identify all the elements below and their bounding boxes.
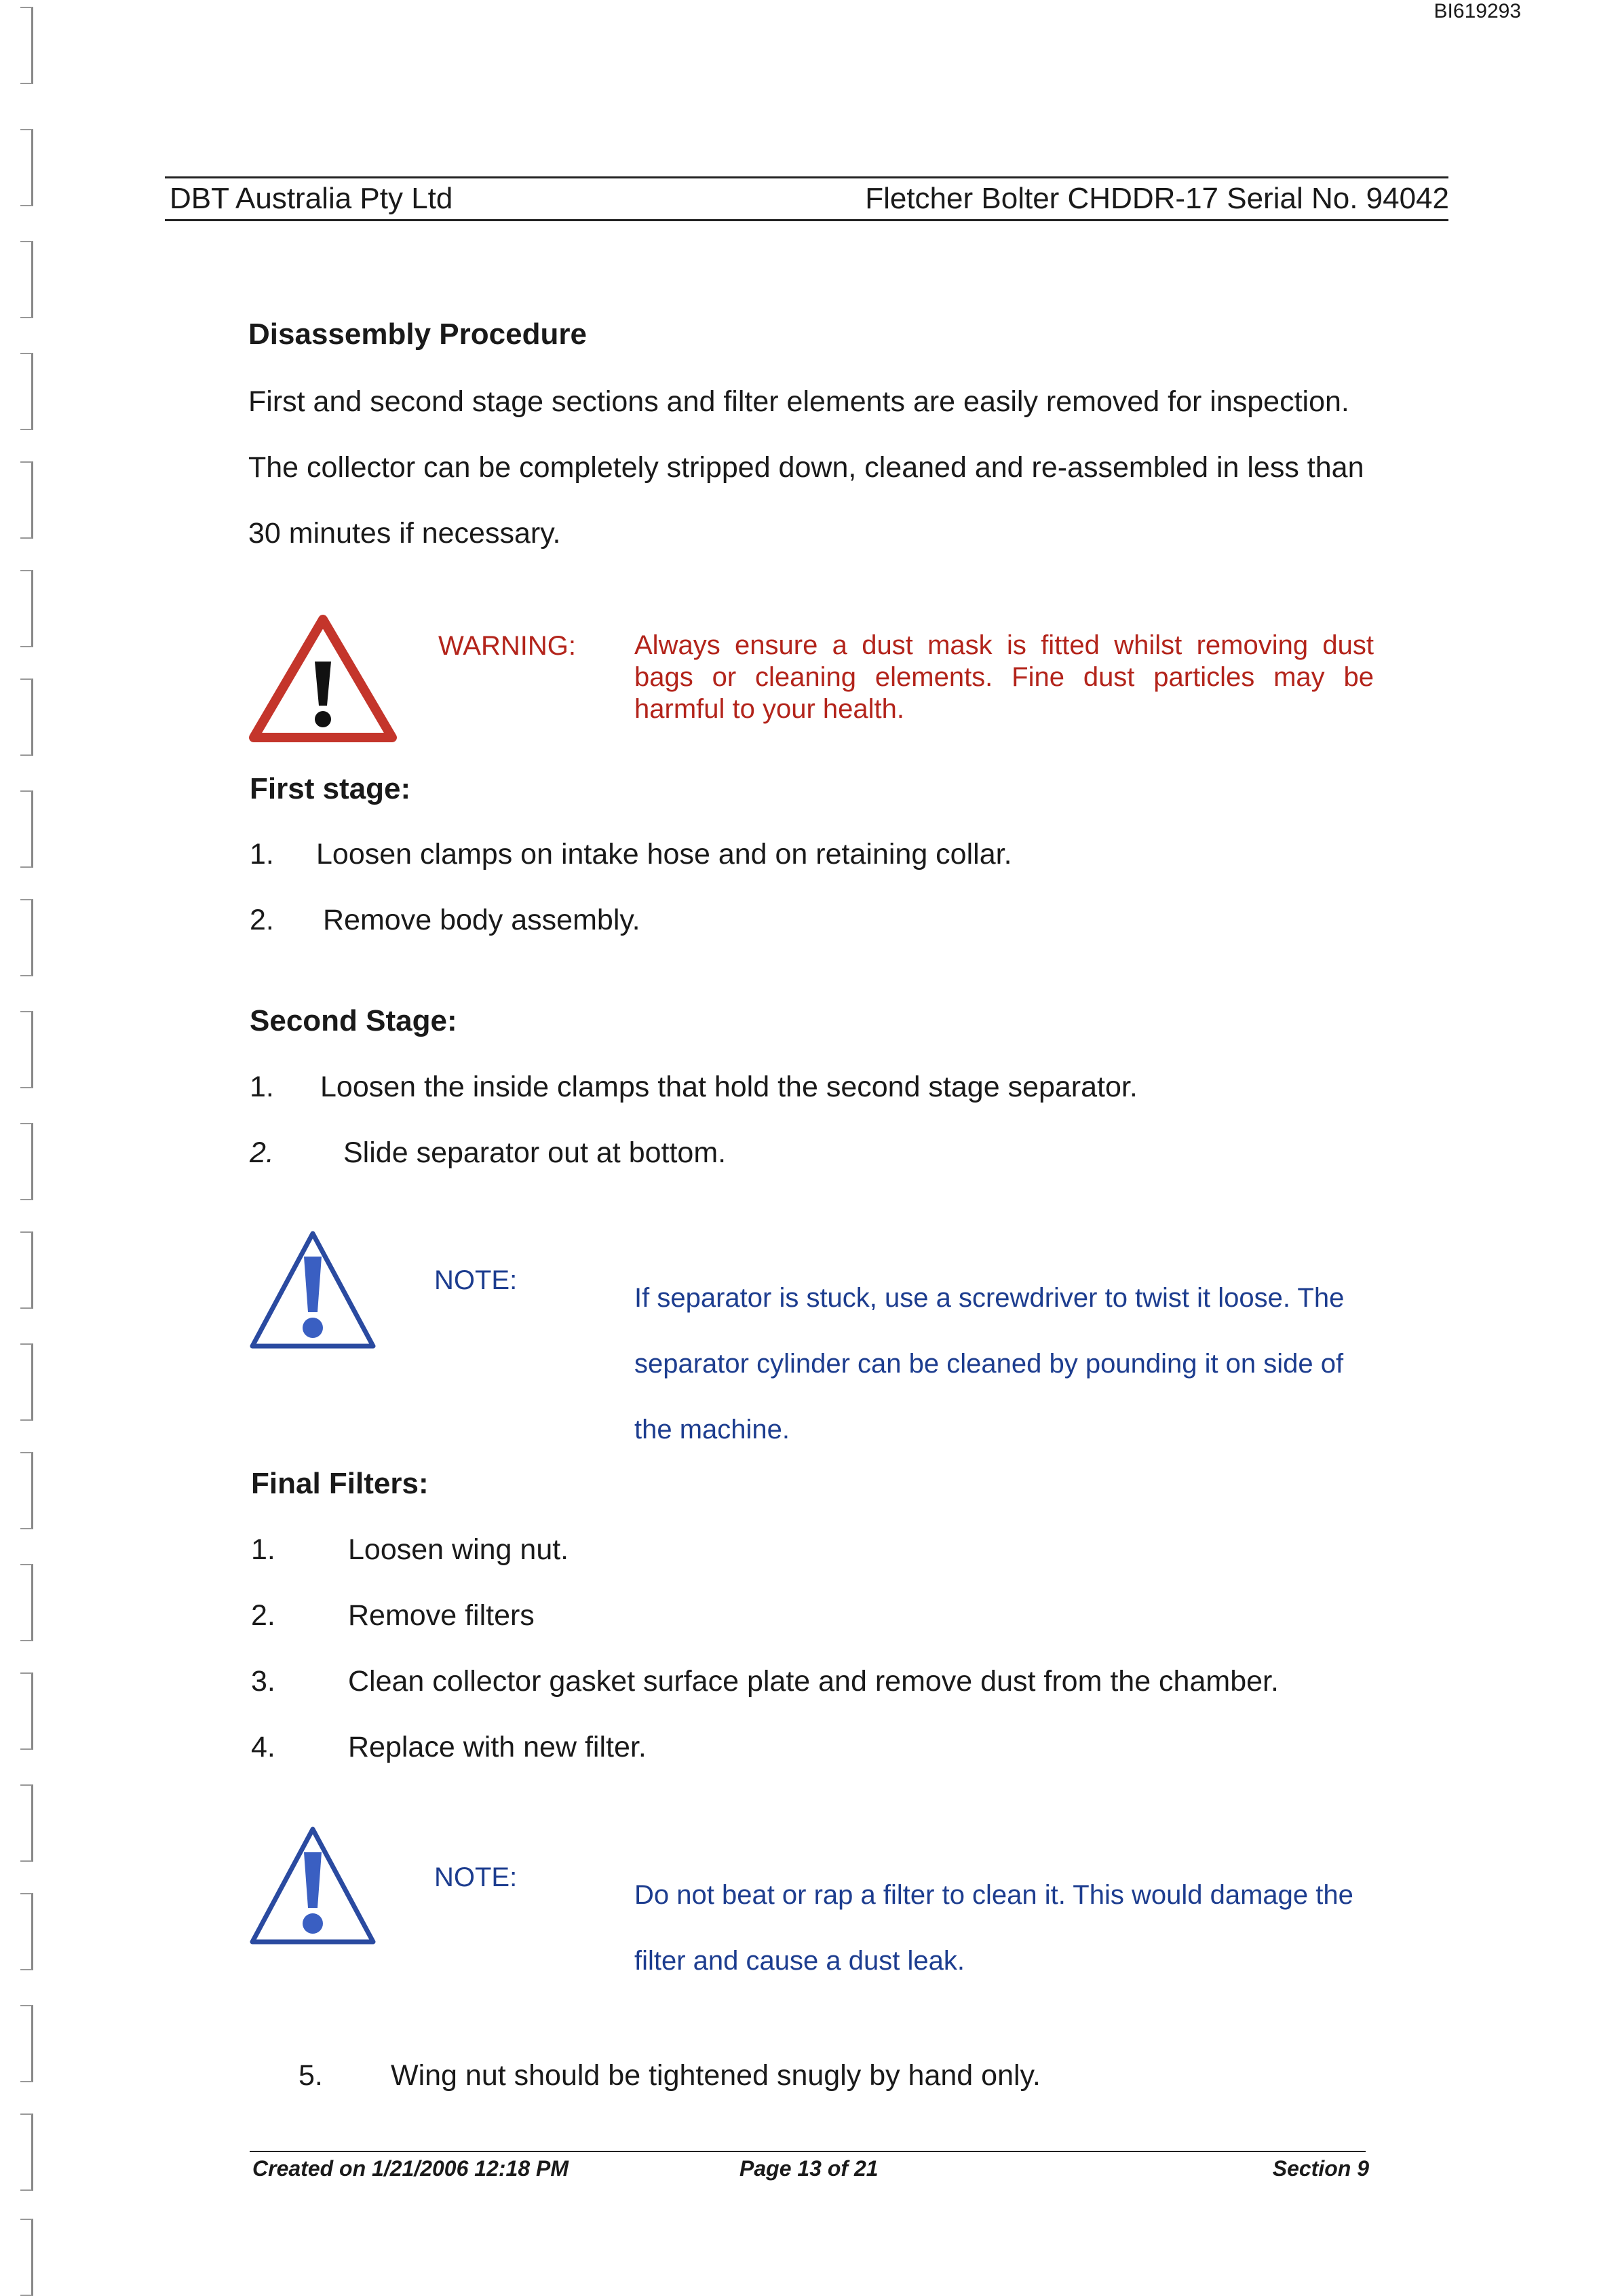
header-company: DBT Australia Pty Ltd <box>170 182 453 215</box>
first-stage-title: First stage: <box>250 772 411 805</box>
intro-line-2: The collector can be completely stripped down, cleaned and re-assembled in less than <box>248 451 1364 484</box>
note-text-line: separator cylinder can be cleaned by pounding it on side of <box>634 1349 1344 1379</box>
binder-mark <box>20 678 33 756</box>
binder-mark <box>20 461 33 539</box>
binder-mark <box>20 129 33 206</box>
list-item: Loosen the inside clamps that hold the second stage separator. <box>320 1071 1138 1103</box>
list-number: 2. <box>250 904 274 936</box>
footer-rule <box>250 2151 1366 2152</box>
final-filters-title: Final Filters: <box>251 1467 429 1500</box>
list-item: Replace with new filter. <box>348 1731 647 1763</box>
warning-triangle-icon <box>248 614 398 743</box>
list-number: 1. <box>251 1533 275 1566</box>
binder-mark <box>20 1452 33 1529</box>
list-item: Loosen clamps on intake hose and on retaining collar. <box>316 838 1012 870</box>
binder-mark <box>20 1672 33 1750</box>
header-machine: Fletcher Bolter CHDDR-17 Serial No. 94042 <box>865 182 1449 215</box>
binder-mark <box>20 7 33 84</box>
binder-mark <box>20 1893 33 1970</box>
binder-mark <box>20 899 33 976</box>
list-number: 1. <box>250 1071 274 1103</box>
binder-mark <box>20 241 33 318</box>
binder-mark <box>20 1123 33 1200</box>
footer-section: Section 9 <box>1272 2156 1369 2181</box>
list-item: Remove body assembly. <box>323 904 640 936</box>
binder-mark <box>20 2005 33 2082</box>
list-number: 2. <box>250 1136 274 1169</box>
caution-triangle-icon <box>248 1825 377 1946</box>
binder-mark <box>20 2113 33 2191</box>
note-text-line: Do not beat or rap a filter to clean it. This would damage the <box>634 1880 1353 1910</box>
binder-mark <box>20 1231 33 1309</box>
caution-triangle-icon <box>248 1229 377 1350</box>
warning-label: WARNING: <box>438 631 576 661</box>
header-top-rule <box>165 176 1448 178</box>
binder-mark <box>20 2219 33 2296</box>
note-text-line: If separator is stuck, use a screwdriver to twist it loose. The <box>634 1283 1345 1313</box>
header-bottom-rule <box>165 219 1448 221</box>
list-number: 2. <box>251 1599 275 1632</box>
section-title: Disassembly Procedure <box>248 318 587 351</box>
second-stage-title: Second Stage: <box>250 1004 457 1037</box>
footer-created: Created on 1/21/2006 12:18 PM <box>252 2156 569 2181</box>
intro-line-1: First and second stage sections and filter elements are easily removed for inspection. <box>248 385 1349 418</box>
note-label: NOTE: <box>434 1862 518 1892</box>
binder-mark <box>20 1564 33 1641</box>
binder-mark <box>20 790 33 868</box>
binder-mark <box>20 353 33 430</box>
warning-text: Always ensure a dust mask is fitted whilst removing dust bags or cleaning elements. Fine dust particles may be harmful to your health. <box>634 630 1374 724</box>
list-number: 5. <box>299 2059 323 2092</box>
list-item: Slide separator out at bottom. <box>343 1136 727 1169</box>
binder-mark <box>20 1784 33 1862</box>
list-item: Clean collector gasket surface plate and remove dust from the chamber. <box>348 1665 1279 1698</box>
list-number: 3. <box>251 1665 275 1698</box>
note-text-line: the machine. <box>634 1415 790 1444</box>
list-number: 4. <box>251 1731 275 1763</box>
footer-page: Page 13 of 21 <box>739 2156 879 2181</box>
list-item: Loosen wing nut. <box>348 1533 569 1566</box>
binder-mark <box>20 570 33 647</box>
note-label: NOTE: <box>434 1265 518 1295</box>
binder-mark <box>20 1343 33 1421</box>
note-text-line: filter and cause a dust leak. <box>634 1946 965 1976</box>
list-item: Remove filters <box>348 1599 535 1632</box>
document-id: BI619293 <box>1434 0 1521 22</box>
list-item: Wing nut should be tightened snugly by hand only. <box>391 2059 1041 2092</box>
binder-mark <box>20 1011 33 1088</box>
intro-line-3: 30 minutes if necessary. <box>248 517 561 550</box>
list-number: 1. <box>250 838 274 870</box>
